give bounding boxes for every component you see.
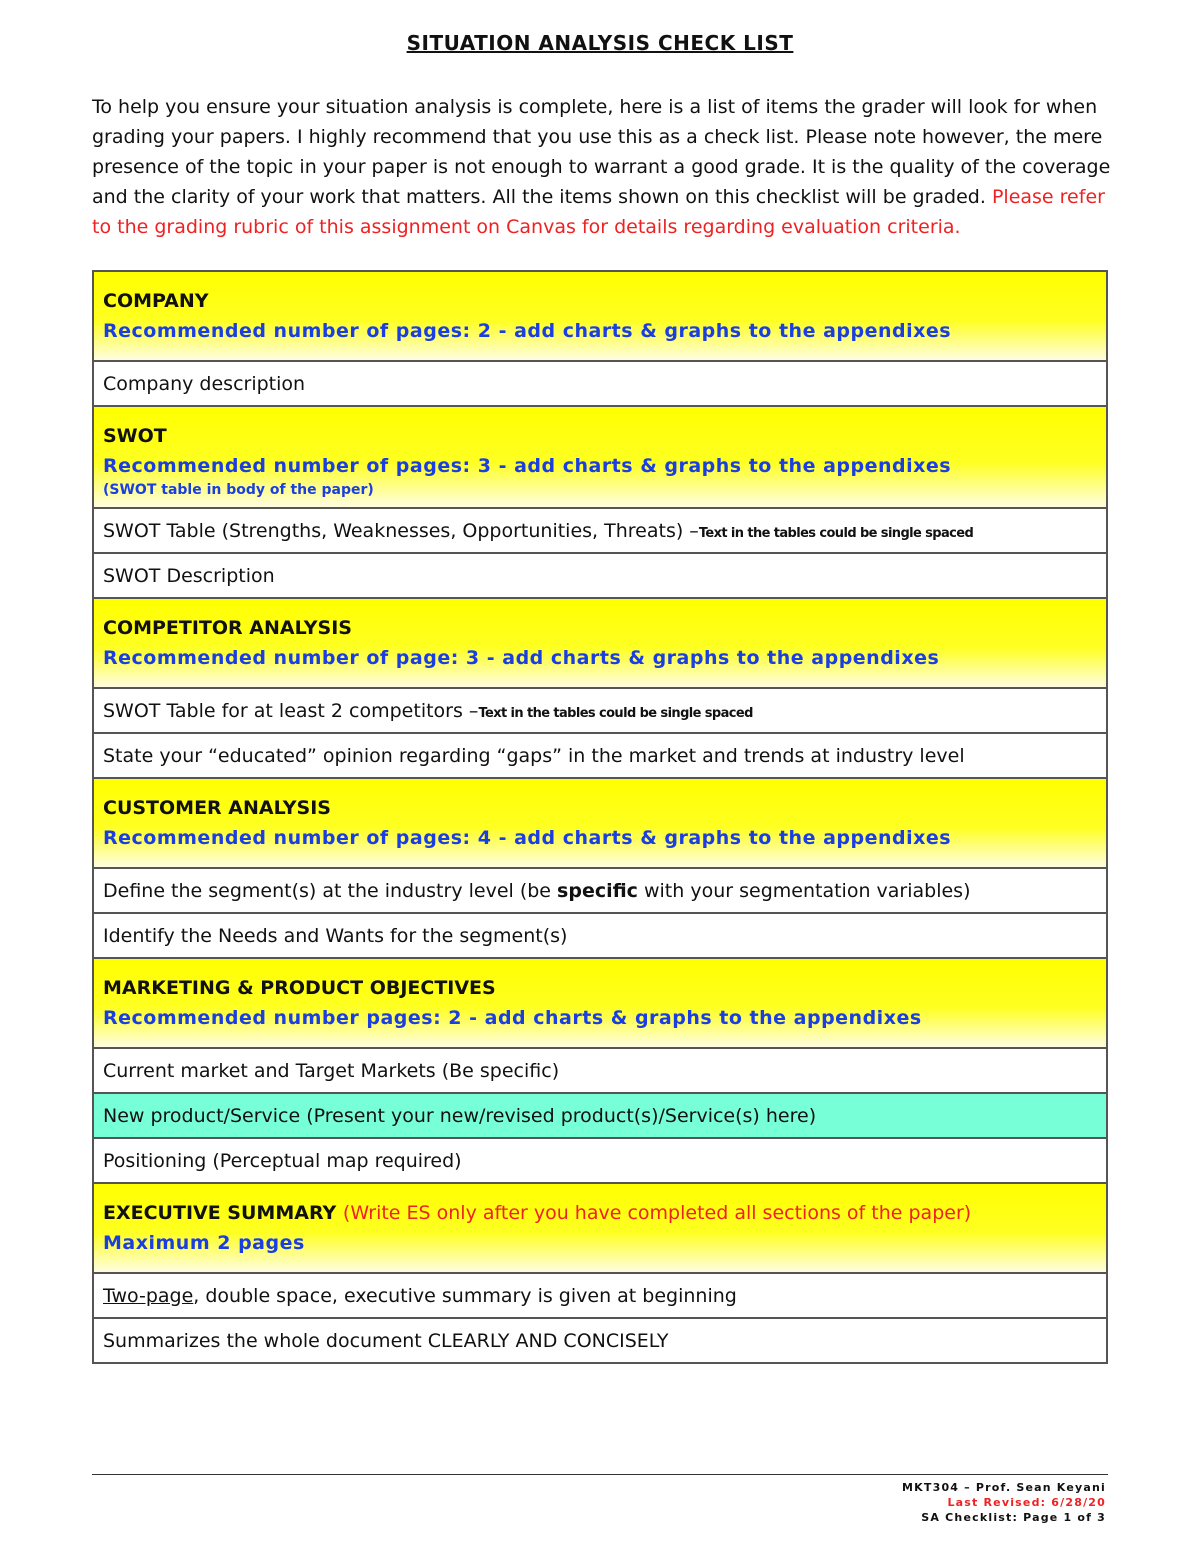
section-recommendation: Maximum 2 pages	[103, 1232, 305, 1254]
section-recommendation: Recommended number of pages: 3 - add charts & graphs to the appendixes	[103, 455, 952, 477]
checklist-table	[92, 270, 1108, 1364]
section-recommendation: Recommended number of pages: 4 - add charts & graphs to the appendixes	[103, 827, 952, 849]
table-row	[93, 361, 1107, 406]
item-emphasis: Two-page	[103, 1284, 194, 1307]
section-header-executive	[93, 1183, 1107, 1273]
checklist-item: State your “educated” opinion regarding “gaps” in the market and trends at industry level	[93, 733, 1107, 778]
section-title: COMPETITOR ANALYSIS	[103, 617, 352, 639]
section-title: COMPANY	[103, 290, 209, 312]
section-recommendation: Recommended number pages: 2 - add charts & graphs to the appendixes	[103, 1007, 922, 1029]
section-subnote: (SWOT table in body of the paper)	[103, 482, 374, 498]
table-row	[93, 733, 1107, 778]
item-note: Text in the tables could be single spaced	[478, 705, 753, 721]
table-row	[93, 1048, 1107, 1093]
footer-revised: Last Revised: 6/28/20	[947, 1496, 1106, 1509]
table-row	[93, 508, 1107, 553]
table-row	[93, 1273, 1107, 1318]
item-text: with your segmentation variables)	[637, 879, 971, 902]
checklist-item: Current market and Target Markets (Be specific)	[93, 1048, 1107, 1093]
section-title: MARKETING & PRODUCT OBJECTIVES	[103, 977, 496, 999]
item-text: SWOT Table for at least 2 competitors –	[103, 699, 479, 722]
section-title	[103, 1198, 1097, 1228]
checklist-item: Identify the Needs and Wants for the segment(s)	[93, 913, 1107, 958]
table-row	[93, 1318, 1107, 1363]
section-title: CUSTOMER ANALYSIS	[103, 797, 331, 819]
checklist-item: Company description	[93, 361, 1107, 406]
intro-text: To help you ensure your situation analysis is complete, here is a list of items the grader will look for when grading your papers. I highly recommend that you use this as a check list. Please note however, the mere presence of the topic in your paper is not enough to warrant a good grade. It is the quality of the coverage and the clarity of your work that matters. All the items shown on this checklist will be graded.	[92, 96, 1111, 208]
footer-page: SA Checklist: Page 1 of 3	[921, 1511, 1106, 1524]
table-row	[93, 1093, 1107, 1138]
section-recommendation: Recommended number of pages: 2 - add charts & graphs to the appendixes	[103, 320, 952, 342]
checklist-item: Summarizes the whole document CLEARLY AND CONCISELY	[93, 1318, 1107, 1363]
item-emphasis: specific	[557, 879, 638, 902]
footer-divider	[92, 1474, 1108, 1475]
item-note: Text in the tables could be single spaced	[698, 525, 974, 541]
table-row	[93, 1138, 1107, 1183]
item-text: SWOT Table (Strengths, Weaknesses, Opportunities, Threats) –	[103, 519, 699, 542]
table-row	[93, 688, 1107, 733]
section-title-note: (Write ES only after you have completed all sections of the paper)	[342, 1202, 972, 1224]
checklist-item: New product/Service (Present your new/revised product(s)/Service(s) here)	[93, 1093, 1107, 1138]
checklist-item: Positioning (Perceptual map required)	[93, 1138, 1107, 1183]
section-title: SWOT	[103, 425, 167, 447]
checklist-item	[93, 868, 1107, 913]
table-row	[93, 868, 1107, 913]
footer-course: MKT304 – Prof. Sean Keyani	[902, 1481, 1106, 1494]
section-recommendation: Recommended number of page: 3 - add charts & graphs to the appendixes	[103, 647, 940, 669]
checklist-item	[93, 688, 1107, 733]
page-title: SITUATION ANALYSIS CHECK LIST	[406, 31, 794, 55]
intro-paragraph	[92, 92, 1112, 242]
section-header-marketing	[93, 958, 1107, 1048]
section-title-text: EXECUTIVE SUMMARY	[103, 1202, 337, 1224]
item-text: Define the segment(s) at the industry level (be	[103, 879, 558, 902]
checklist-item: SWOT Description	[93, 553, 1107, 598]
intro-red-text: Please refer to the grading rubric of this assignment on Canvas for details regarding evaluation criteria.	[92, 186, 1105, 238]
table-row	[93, 913, 1107, 958]
page-footer	[902, 1480, 1106, 1525]
checklist-item	[93, 1273, 1107, 1318]
section-header-swot	[93, 406, 1107, 508]
section-header-competitor	[93, 598, 1107, 688]
checklist-item	[93, 508, 1107, 553]
section-header-company	[93, 271, 1107, 361]
table-row	[93, 553, 1107, 598]
section-header-customer	[93, 778, 1107, 868]
item-text: , double space, executive summary is given at beginning	[193, 1284, 737, 1307]
